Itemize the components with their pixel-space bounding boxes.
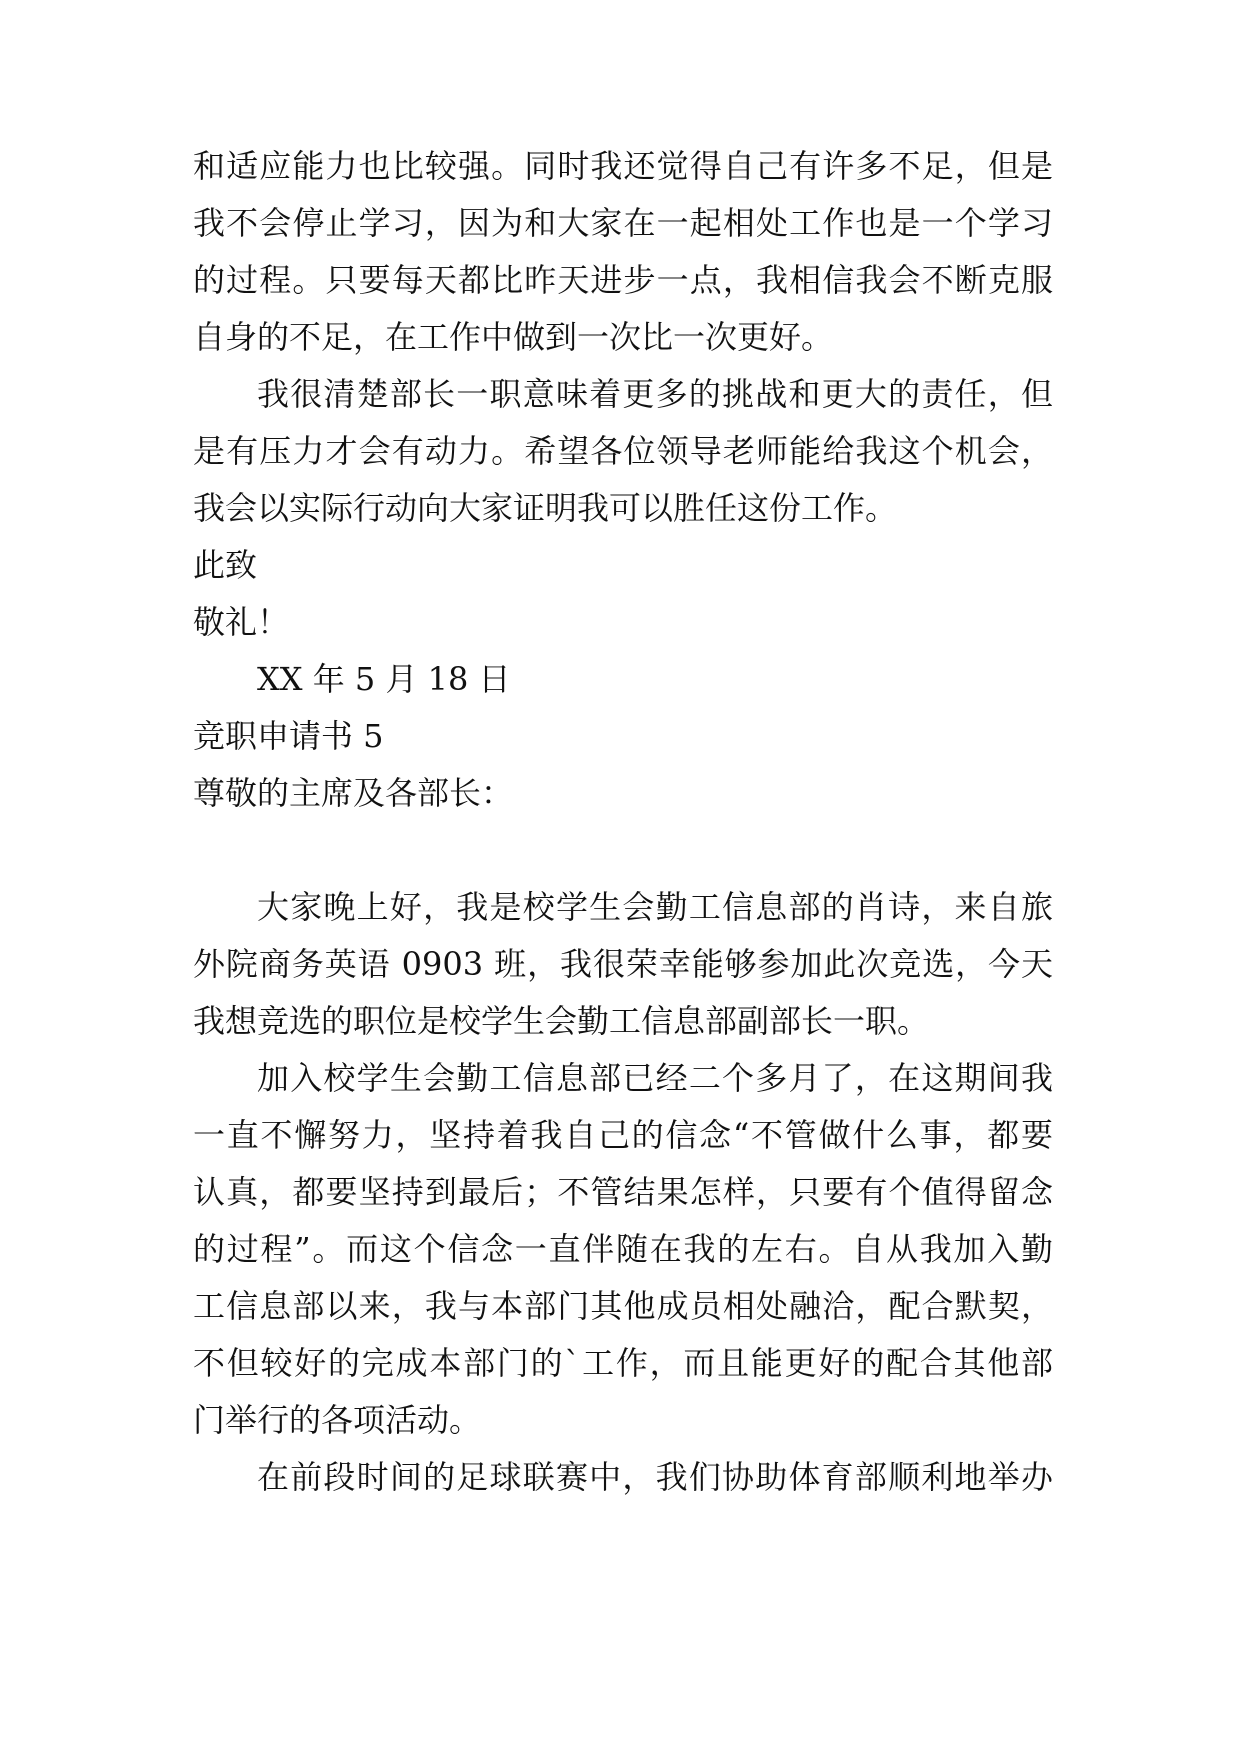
body-line: 自身的不足，在工作中做到一次比一次更好。 <box>193 318 834 356</box>
date-line: XX 年 5 月 18 日 <box>257 660 511 698</box>
body-line: 我不会停止学习，因为和大家在一起相处工作也是一个学习 <box>193 204 1053 242</box>
salutation-line: 敬礼！ <box>193 603 290 641</box>
greeting-line: 尊敬的主席及各部长： <box>193 774 514 812</box>
body-line: 的过程”。而这个信念一直伴随在我的左右。自从我加入勤 <box>193 1230 1053 1268</box>
body-line: 一直不懈努力，坚持着我自己的信念“不管做什么事，都要 <box>193 1116 1053 1154</box>
section-title: 竞职申请书 5 <box>193 717 384 755</box>
body-line: 我想竞选的职位是校学生会勤工信息部副部长一职。 <box>193 1002 930 1040</box>
paragraph-first-line: 我很清楚部长一职意味着更多的挑战和更大的责任，但 <box>257 375 1053 413</box>
body-line: 是有压力才会有动力。希望各位领导老师能给我这个机会， <box>193 432 1053 470</box>
body-line: 门举行的各项活动。 <box>193 1401 482 1439</box>
body-line: 不但较好的完成本部门的`工作，而且能更好的配合其他部 <box>193 1344 1053 1382</box>
paragraph-first-line: 加入校学生会勤工信息部已经二个多月了，在这期间我 <box>257 1059 1053 1097</box>
body-line: 我会以实际行动向大家证明我可以胜任这份工作。 <box>193 489 898 527</box>
body-line: 工信息部以来，我与本部门其他成员相处融洽，配合默契， <box>193 1287 1053 1325</box>
closing-line: 此致 <box>193 546 258 584</box>
body-line: 的过程。只要每天都比昨天进步一点，我相信我会不断克服 <box>193 261 1053 299</box>
body-line: 认真，都要坚持到最后；不管结果怎样，只要有个值得留念 <box>193 1173 1053 1211</box>
body-line: 外院商务英语 0903 班，我很荣幸能够参加此次竞选，今天 <box>193 945 1053 983</box>
paragraph-first-line: 大家晚上好，我是校学生会勤工信息部的肖诗，来自旅 <box>257 888 1053 926</box>
body-line: 和适应能力也比较强。同时我还觉得自己有许多不足，但是 <box>193 147 1053 185</box>
paragraph-first-line: 在前段时间的足球联赛中，我们协助体育部顺利地举办 <box>257 1458 1053 1496</box>
